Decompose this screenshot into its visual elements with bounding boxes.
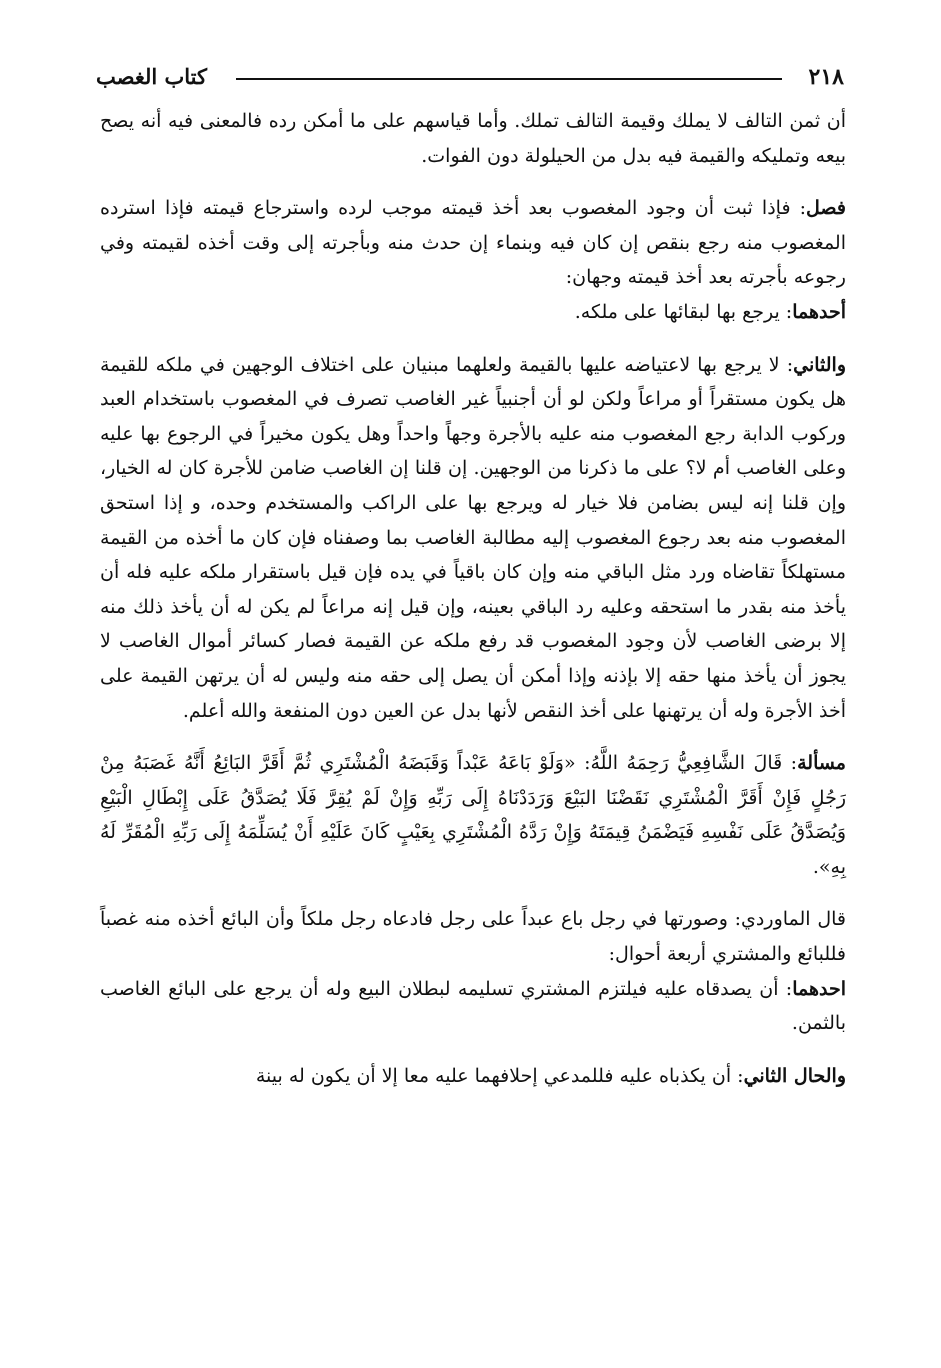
paragraph-fasl bbox=[100, 191, 846, 295]
paragraph-first-view bbox=[100, 295, 846, 330]
paragraph-text: قال الماوردي: وصورتها في رجل باع عبداً على رجل فادعاه رجل ملكاً وأن البائع أخذه منه غصباً فللبائع والمشتري أربعة أحوال: bbox=[100, 908, 846, 966]
paragraph-intro bbox=[100, 104, 846, 173]
page-header bbox=[96, 62, 844, 96]
section-keyword: احدهما bbox=[792, 977, 846, 1000]
paragraph-mawardi bbox=[100, 902, 846, 971]
paragraph-first-case bbox=[100, 972, 846, 1041]
section-keyword: والحال الثاني bbox=[743, 1064, 846, 1087]
paragraph-masala bbox=[100, 746, 846, 884]
paragraph-text: أن ثمن التالف لا يملك وقيمة التالف تملك. وأما قياسهم على ما أمكن رده فالمعنى فيه أنه يصح بيعه وتمليكه والقيمة فيه بدل من الحيلولة دون الفوات. bbox=[100, 110, 846, 167]
paragraph-text: : أن يكذباه عليه فللمدعي إحلافهما عليه معا إلا أن يكون له بينة bbox=[255, 1064, 744, 1087]
paragraph-text: : فإذا ثبت أن وجود المغصوب بعد أخذ قيمته موجب لرده واسترجاع قيمته فإذا استرده المغصوب منه رجع بنقص إن كان فيه وبنماء إن حدث منه وبأجرته إلى وقت أخذه لقيمته وفي رجوعه بأجرته بعد أخذ قيمته وجهان: bbox=[100, 197, 846, 289]
paragraph-second-case bbox=[100, 1059, 846, 1094]
paragraph-text: : يرجع بها لبقائها على ملكه. bbox=[574, 300, 793, 323]
header-rule bbox=[236, 78, 782, 80]
section-keyword: أحدهما bbox=[792, 300, 846, 323]
paragraph-text: : أن يصدقاه عليه فيلتزم المشتري تسليمه لبطلان البيع وله أن يرجع على البائع الغاصب بالثمن. bbox=[100, 977, 846, 1035]
section-keyword: فصل bbox=[806, 197, 846, 220]
paragraph-text: : لا يرجع بها لاعتياضه عليها بالقيمة ولعلهما مبنيان على اختلاف الوجهين في ملكه للقيمة هل يكون مستقراً أو مراعاً ولكن لو أن أجنبياً غير الغاصب تصرف في المغصوب باستخدام العبد وركوب الدابة رجع المغصوب منه عليه بالأجرة وجهاً واحداً وهل يكون مخيراً في الرجوع بها عليه وعلى الغاصب أم لا؟ على ما ذكرنا من الوجهين. إن قلنا إن الغاصب ضامن للأجرة كان له الخيار، وإن قلنا إنه ليس بضامن فلا خيار له ويرجع بها على الراكب والمستخدم وحده، و إذا استحق المغصوب منه بعد رجوع المغصوب إليه مطالبة الغاصب بما وصفناه فإن كان ما أخذه من القيمة مستهلكاً تقاضاه ورد مثل الباقي منه وإن كان باقياً في يده فإن قيل باستقرار ملكه عليه فله أن يأخذ منه بقدر ما استحقه وعليه رد الباقي بعينه، وإن قيل إنه مراعاً لم يكن له أن يأخذ ذلك منه إلا برضى الغاصب لأن وجود المغصوب قد رفع ملكه عن القيمة فصار كسائر أموال الغاصب لا يجوز أن يأخذ منها حقه إلا بإذنه وإذا أمكن أن يصل إلى حقه منه وليس له أن يرتهن القيمة على أخذ الأجرة وله أن يرتهنها على أخذ النقص لأنها بدل عن العين دون المنفعة والله أعلم. bbox=[100, 353, 846, 722]
section-keyword: والثاني bbox=[793, 353, 846, 376]
page-body bbox=[100, 104, 846, 1093]
book-title: كتاب الغصب bbox=[96, 64, 208, 89]
section-keyword: مسألة bbox=[797, 752, 846, 775]
paragraph-second-view bbox=[100, 348, 846, 729]
page-number: ٢١٨ bbox=[808, 64, 844, 90]
paragraph-text: : قَالَ الشَّافِعِيُّ رَحِمَهُ اللَّهُ: «وَلَوْ بَاعَهُ عَبْداً وَقَبَضَهُ الْمُشْتَرِي ثُمَّ أَقَرَّ البَائِعُ أَنَّهُ غَصَبَهُ مِنْ رَجُلٍ فَإِنْ أَقَرَّ الْمُشْتَرِي نَقَضْنَا البَيْعَ وَرَدَدْنَاهُ إِلَى رَبِّهِ وَإِنْ لَمْ يُقِرَّ فَلَا يُصَدَّقُ عَلَى إِبْطَالِ الْبَيْعِ وَيُصَدَّقُ عَلَى نَفْسِهِ فَيَضْمَنُ قِيمَتَهُ وَإِنْ رَدَّهُ الْمُشْتَرِي بِعَيْبٍ كَانَ عَلَيْهِ أَنْ يُسَلِّمَهُ إِلَى رَبِّهِ الْمُقَرِّ لَهُ بِهِ». bbox=[100, 752, 846, 878]
